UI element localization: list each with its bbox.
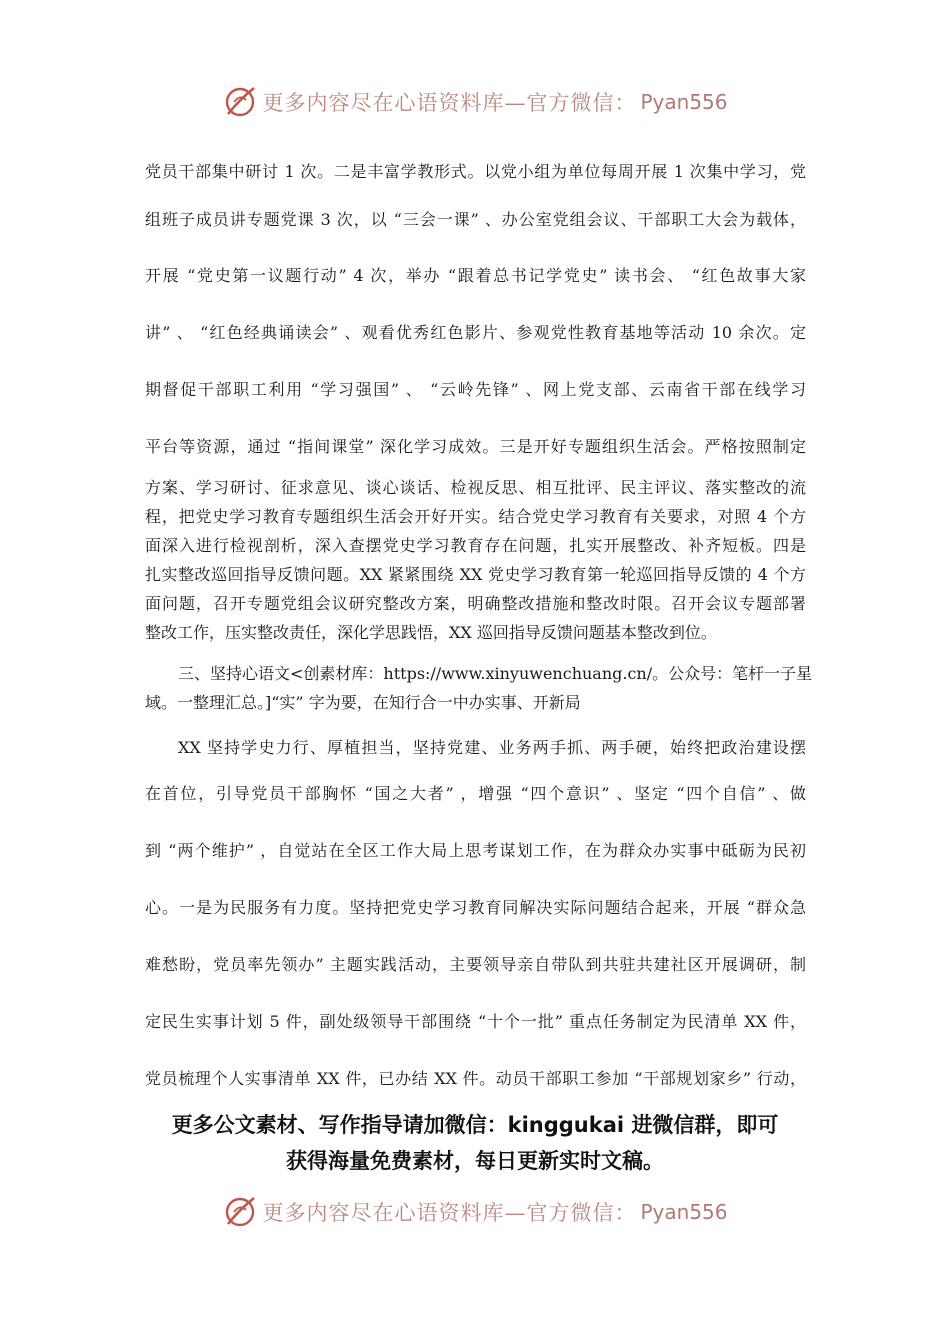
section-heading-line: 域。一整理汇总。]“实” 字为要，在知行合一中办实事、开新局 [145, 693, 581, 712]
paragraph-line: 难愁盼，党员率先领办” 主题实践活动，主要领导亲自带队到共驻共建社区开展调研，制 [145, 955, 806, 974]
paragraph-line: 党员梳理个人实事清单 XX 件，已办结 XX 件。动员干部职工参加 “干部规划家乡” 行动， [145, 1069, 806, 1088]
paragraph-line: 平台等资源，通过 “指间课堂” 深化学习成效。三是开好专题组织生活会。严格按照制定 [145, 437, 806, 456]
banner-wechat-id: Pyan556 [640, 1200, 728, 1224]
paragraph-line: 开展 “党史第一议题行动” 4 次，举办 “跟着总书记学党史” 读书会、 “红色故事大家 [145, 266, 806, 285]
paragraph-line: 组班子成员讲专题党课 3 次，以 “三会一课” 、办公室党组会议、干部职工大会为载体， [145, 210, 806, 229]
promo-line-2: 获得海量免费素材，每日更新实时文稿。 [286, 1149, 664, 1173]
paragraph-line: 心。一是为民服务有力度。坚持把党史学习教育同解决实际问题结合起来，开展 “群众急 [145, 898, 806, 917]
paragraph-line: 扎实整改巡回指导反馈问题。XX 紧紧围绕 XX 党史学习教育第一轮巡回指导反馈的 4 个方 [145, 565, 806, 584]
header-banner [0, 82, 950, 122]
paragraph-line: 整改工作，压实整改责任，深化学思践悟，XX 巡回指导反馈问题基本整改到位。 [145, 623, 717, 642]
banner-text: 更多内容尽在心语资料库—官方微信： [262, 91, 637, 115]
promo-line-1: 更多公文素材、写作指导请加微信：kinggukai 进微信群，即可 [171, 1113, 779, 1137]
footer-banner [0, 1192, 950, 1232]
paragraph-line: 在首位，引导党员干部胸怀 “国之大者” ，增强 “四个意识” 、坚定 “四个自信” 、做 [145, 784, 806, 803]
section-heading-line: 三、坚持心语文<创素材库：https://www.xinyuwenchuang.cn/。公众号：笔杆一子星 [178, 664, 813, 683]
paragraph-line: 讲” 、 “红色经典诵读会” 、观看优秀红色影片、参观党性教育基地等活动 10 余次。定 [145, 323, 806, 342]
paragraph-line: 方案、学习研讨、征求意见、谈心谈话、检视反思、相互批评、民主评议、落实整改的流 [145, 478, 806, 497]
logo-icon [222, 84, 258, 120]
paragraph-line: 期督促干部职工利用 “学习强国” 、 “云岭先锋” 、网上党支部、云南省干部在线学习 [145, 380, 806, 399]
paragraph-line: 党员干部集中研讨 1 次。二是丰富学教形式。以党小组为单位每周开展 1 次集中学习，党 [145, 162, 806, 181]
paragraph-line: 到 “两个维护” ，自觉站在全区工作大局上思考谋划工作，在为群众办实事中砥砺为民初 [145, 841, 806, 860]
logo-icon [222, 1194, 258, 1230]
banner-text: 更多内容尽在心语资料库—官方微信： [262, 1201, 637, 1225]
paragraph-line: 定民生实事计划 5 件，副处级领导干部围绕 “十个一批” 重点任务制定为民清单 XX 件， [145, 1012, 806, 1031]
banner-wechat-id: Pyan556 [640, 90, 728, 114]
paragraph-line: XX 坚持学史力行、厚植担当，坚持党建、业务两手抓、两手硬，始终把政治建设摆 [178, 738, 806, 757]
paragraph-line: 程，把党史学习教育专题组织生活会开好开实。结合党史学习教育有关要求，对照 4 个方 [145, 507, 806, 526]
paragraph-line: 面深入进行检视剖析，深入查摆党史学习教育存在问题，扎实开展整改、补齐短板。四是 [145, 536, 806, 555]
paragraph-line: 面问题，召开专题党组会议研究整改方案，明确整改措施和整改时限。召开会议专题部署 [145, 594, 806, 613]
